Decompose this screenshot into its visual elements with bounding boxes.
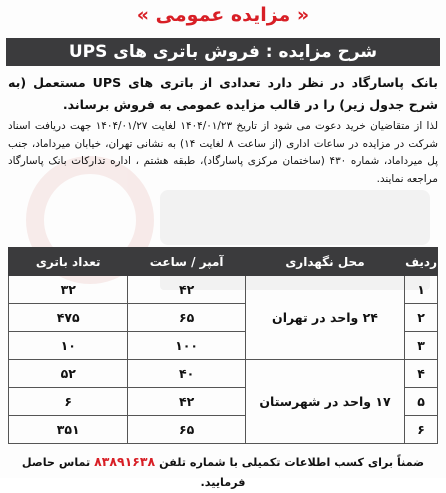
- row-number: ۳: [405, 332, 438, 360]
- header-quantity: تعداد باتری: [9, 248, 128, 276]
- notice-title: « مزایده عمومی »: [136, 4, 310, 26]
- ampere-cell: ۱۰۰: [128, 332, 245, 360]
- quantity-cell: ۱۰: [9, 332, 128, 360]
- footer-text-after: تماس حاصل فرمایید.: [21, 456, 246, 489]
- row-number: ۴: [405, 360, 438, 388]
- table-row: [9, 360, 438, 388]
- header-location: محل نگهداری: [245, 248, 404, 276]
- row-number: ۶: [405, 416, 438, 444]
- footer-text-before: ضمناً برای کسب اطلاعات تکمیلی با شماره تلفن: [159, 456, 425, 469]
- location-cell: ۱۷ واحد در شهرستان: [245, 360, 404, 444]
- ampere-cell: ۴۲: [128, 276, 245, 304]
- row-number: ۱: [405, 276, 438, 304]
- quantity-cell: ۴۷۵: [9, 304, 128, 332]
- header-ampere: آمپر / ساعت: [128, 248, 245, 276]
- header-row-number: ردیف: [405, 248, 438, 276]
- contact-footer: [6, 452, 440, 489]
- table-row: [9, 276, 438, 304]
- row-number: ۵: [405, 388, 438, 416]
- quantity-cell: ۶: [9, 388, 128, 416]
- quantity-cell: ۳۲: [9, 276, 128, 304]
- ampere-cell: ۶۵: [128, 304, 245, 332]
- ampere-cell: ۶۵: [128, 416, 245, 444]
- phone-number[interactable]: ۸۳۸۹۱۶۳۸: [94, 454, 156, 469]
- quantity-cell: ۵۲: [9, 360, 128, 388]
- quantity-cell: ۳۵۱: [9, 416, 128, 444]
- intro-paragraph: بانک پاسارگاد در نظر دارد تعدادی از باتری های UPS مستعمل (به شرح جدول زیر) را در قالب مزایده عمومی به فروش برساند.: [8, 75, 439, 112]
- description-banner: شرح مزایده : فروش باتری های UPS: [6, 38, 440, 66]
- location-cell: ۲۴ واحد در تهران: [245, 276, 404, 360]
- batteries-table: [8, 247, 438, 444]
- row-number: ۲: [405, 304, 438, 332]
- ampere-cell: ۴۰: [128, 360, 245, 388]
- table-header-row: [9, 248, 438, 276]
- details-paragraph: لذا از متقاضیان خرید دعوت می شود از تاریخ ۱۴۰۴/۰۱/۲۳ لغایت ۱۴۰۴/۰۱/۲۷ جهت دریافت اسناد شرکت در مزایده در ساعات اداری (از ساعت ۸ لغایت ۱۴) به نشانی تهران، خیابان میرداماد، جنب پل میرداماد، شماره ۴۳۰ (ساختمان مرکزی پاسارگاد)، طبقه هشتم ، اداره تدارکات بانک پاسارگاد مراجعه نمایند.: [8, 120, 439, 185]
- ampere-cell: ۴۲: [128, 388, 245, 416]
